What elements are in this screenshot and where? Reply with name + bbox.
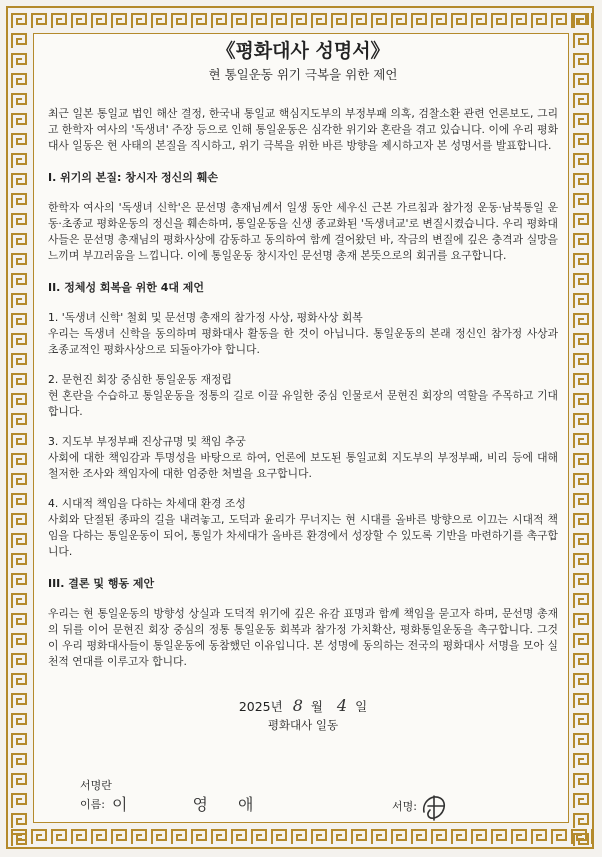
intro-paragraph: 최근 일본 통일교 법인 해산 결정, 한국내 통일교 핵심지도부의 부정부패 의혹, 검찰소환 관련 언론보도, 그리고 한학자 여사의 '독생녀' 주장 등으로 인해 통일운동은 심각한 위기와 혼란을 겪고 있습니다. 이에 우리 평화대사 일동은 현 사태의 본질을 직시하고, 위기 극복을 위한 바른 방향을 제시하고자 본 성명서를 발표합니다. [48, 107, 558, 152]
section-2-heading: II. 정체성 회복을 위한 4대 제언 [48, 281, 205, 294]
date-day-label: 일 [355, 699, 368, 714]
proposal-2-body: 현 혼란을 수습하고 통일운동을 정통의 길로 이끌 유일한 중심 인물로서 문현진 회장의 역할을 주목하고 기대합니다. [48, 389, 558, 418]
meander-border-bottom [10, 826, 592, 846]
section-3-body: 우리는 현 통일운동의 방향성 상실과 도덕적 위기에 깊은 유감 표명과 함께 책임을 묻고자 하며, 문선명 총재의 뒤를 이어 문현진 회장 중심의 정통 통일운동 회복과 참가정 가치확산, 평화통일운동을 촉구합니다. 그것이 우리 평화대사들이 통일운동에 동참했던 이유입니다. 본 성명에 동의하는 전국의 평화대사 서명을 모아 실천적 연대를 이루고자 합니다. [48, 607, 558, 668]
date-month-label: 월 [310, 699, 323, 714]
document-title: 《평화대사 성명서》 [216, 40, 390, 62]
handwritten-signature [420, 790, 450, 824]
section-3-heading: III. 결론 및 행동 제안 [48, 577, 155, 590]
proposal-1-title: 1. '독생녀 신학' 철회 및 문선명 총재의 참가정 사상, 평화사상 회복 [48, 311, 363, 324]
organization-name: 평화대사 일동 [267, 718, 339, 732]
proposal-4-title: 4. 시대적 책임을 다하는 차세대 환경 조성 [48, 497, 246, 510]
signature-name-label: 이름: [80, 798, 105, 811]
date-line [48, 696, 558, 717]
proposal-1-body: 우리는 독생녀 신학을 동의하며 평화대사 활동을 한 것이 아닙니다. 통일운동의 본래 정신인 참가정 사상과 초종교적인 평화사상으로 되돌아가야 합니다. [48, 327, 558, 356]
meander-border-top [10, 10, 592, 30]
date-year: 2025년 [238, 699, 283, 714]
meander-border-right [572, 10, 592, 846]
proposal-2-title: 2. 문현진 회장 중심한 통일운동 재정립 [48, 373, 232, 386]
signature-name-handwritten: 이 영애 [112, 795, 284, 814]
proposal-3-title: 3. 지도부 부정부패 진상규명 및 책임 추궁 [48, 435, 246, 448]
section-1-heading: I. 위기의 본질: 창시자 정신의 훼손 [48, 171, 218, 184]
date-day-handwritten: 4 [336, 696, 348, 715]
proposal-3-body: 사회에 대한 책임감과 투명성을 바탕으로 하여, 언론에 보도된 통일교회 지도부의 부정부패, 비리 등에 대해 철저한 조사와 책임자에 대한 엄중한 처벌을 요구합니다. [48, 451, 558, 480]
proposal-4-body: 사회와 단절된 종파의 길을 내려놓고, 도덕과 윤리가 무너지는 현 시대를 올바른 방향으로 이끄는 시대적 책임을 다하는 통일운동이 되어, 통일가 차세대가 올바른 환경에서 성장할 수 있도록 기반을 마련하기를 촉구합니다. [48, 513, 558, 558]
document-subtitle: 현 통일운동 위기 극복을 위한 제언 [208, 67, 398, 82]
signature-heading: 서명란 [80, 779, 112, 792]
signature-label: 서명: [392, 800, 417, 813]
section-1-body: 한학자 여사의 '독생녀 신학'은 문선명 총재님께서 일생 동안 세우신 근본 가르침과 참가정 운동·남북통일 운동·초종교 평화운동의 정신을 훼손하며, 통일운동을 신생 종교화된 '독생녀교'로 변질시켰습니다. 우리 평화대사들은 문선명 총재님의 평화사상에 감동하고 동의하여 함께 걸어왔던 바, 작금의 변질에 깊은 충격과 실망을 느끼며 부끄러움을 느낍니다. 이에 통일운동 창시자인 문선명 총재 본뜻으로의 회귀를 요구합니다. [48, 201, 558, 262]
meander-border-left [10, 10, 30, 846]
statement-body [48, 38, 558, 733]
date-month-handwritten: 8 [292, 696, 303, 715]
